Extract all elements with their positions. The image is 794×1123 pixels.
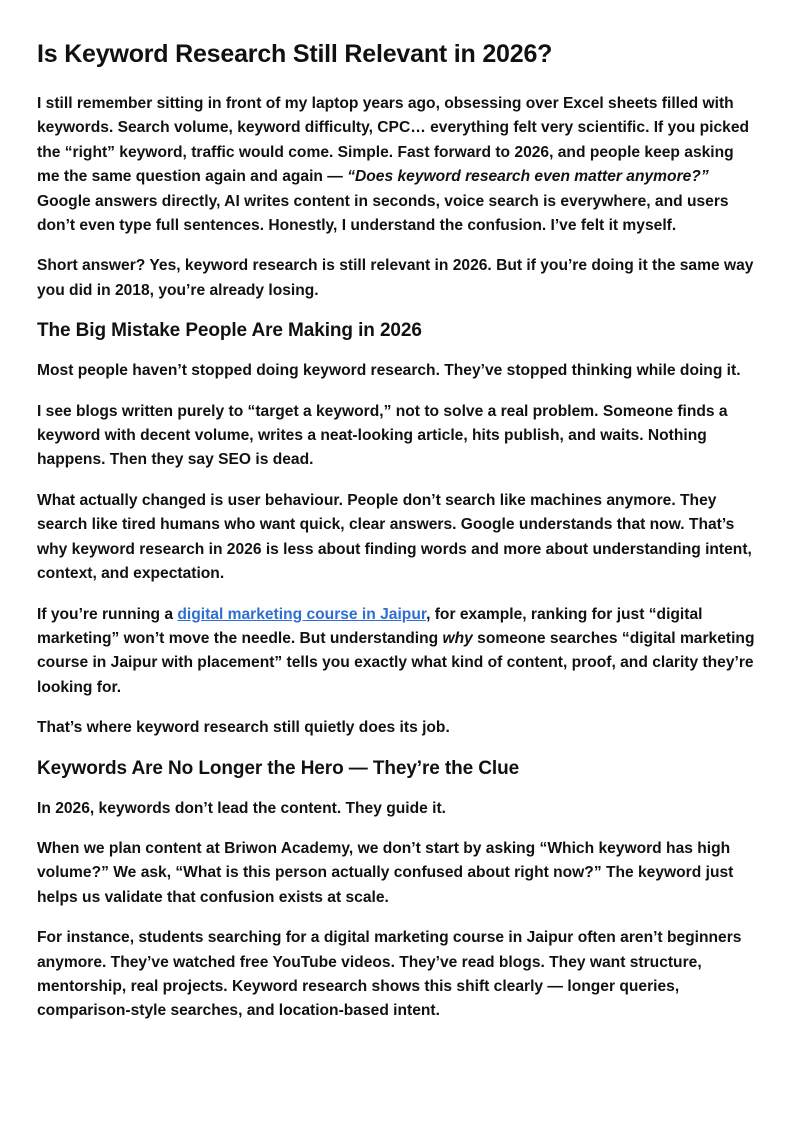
paragraph: For instance, students searching for a digital marketing course in Jaipur often aren’t beginners anymore. They’ve watched free YouTube videos. They’ve read blogs. They want structure, mentorship, real projects. Keyword research shows this shift clearly — longer queries, comparison-style searches, and location-based intent.: [37, 929, 742, 1020]
paragraph: In 2026, keywords don’t lead the content. They guide it.: [37, 799, 446, 817]
paragraph-text: , for example, ranking for just “digital marketing” won’t move the needle. But understanding: [37, 605, 703, 647]
paragraph: What actually changed is user behaviour. People don’t search like machines anymore. They search like tired humans who want quick, clear answers. Google understands that now. That’s why keyword research in 2026 is less about finding words and more about understanding intent, context, and expectation.: [37, 491, 752, 583]
intro-text: I still remember sitting in front of my laptop years ago, obsessing over Excel sheets filled with keywords. Search volume, keyword difficulty, CPC… everything felt very scientific. If you picked the “right” keyword, traffic would come. Simple. Fast forward to 2026, and people keep asking me the same question again and again —: [37, 95, 750, 186]
section-heading-big-mistake: The Big Mistake People Are Making in 2026: [37, 320, 422, 342]
section-heading-keywords-clue: Keywords Are No Longer the Hero — They’re the Clue: [37, 757, 520, 779]
paragraph: Most people haven’t stopped doing keyword research. They’ve stopped thinking while doing it.: [37, 362, 741, 380]
intro-text-continued: Google answers directly, AI writes content in seconds, voice search is everywhere, and users don’t even type full sentences. Honestly, I understand the confusion. I’ve felt it myself.: [37, 192, 729, 235]
paragraph: When we plan content at Briwon Academy, we don’t start by asking “Which keyword has high volume?” We ask, “What is this person actually confused about right now?” The keyword just helps us validate that confusion exists at scale.: [37, 839, 734, 906]
digital-marketing-course-link[interactable]: digital marketing course in Jaipur: [177, 605, 427, 623]
paragraph-text: If you’re running a: [37, 605, 178, 623]
paragraph-with-link: [37, 603, 758, 701]
intro-quote: “Does keyword research even matter anymore?”: [347, 168, 709, 186]
paragraph: That’s where keyword research still quietly does its job.: [37, 719, 450, 737]
paragraph: I see blogs written purely to “target a keyword,” not to solve a real problem. Someone finds a keyword with decent volume, writes a neat-looking article, hits publish, and waits. Nothing happens. Then they say SEO is dead.: [37, 402, 728, 469]
page-title: Is Keyword Research Still Relevant in 2026?: [37, 40, 553, 68]
intro-paragraph: [37, 92, 758, 238]
emphasis-why: why: [442, 629, 473, 647]
paragraph-text: someone searches “digital marketing course in Jaipur with placement” tells you exactly what kind of content, proof, and clarity they’re looking for.: [37, 629, 755, 696]
short-answer-paragraph: Short answer? Yes, keyword research is still relevant in 2026. But if you’re doing it the same way you did in 2018, you’re already losing.: [37, 257, 754, 299]
